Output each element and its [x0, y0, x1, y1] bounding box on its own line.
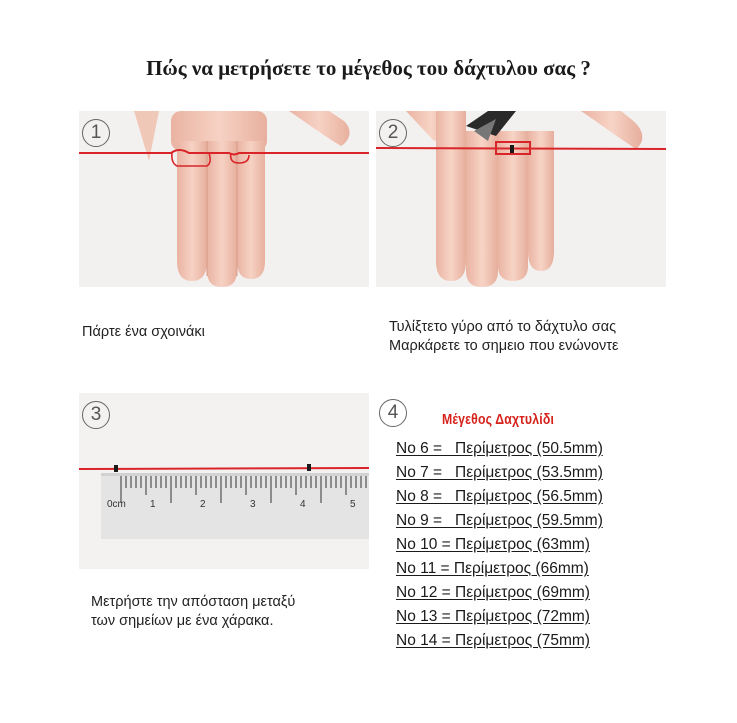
step-2-image	[376, 111, 666, 287]
ring-size-row: No 8 = Περίμετρος (56.5mm)	[396, 488, 603, 505]
step-2-caption-line-2: Μαρκάρετε το σημειο που ενώνοντε	[389, 338, 619, 354]
step-4-number-badge: 4	[379, 399, 407, 427]
ruler-label: 2	[200, 499, 206, 510]
step-3-number-badge: 3	[82, 401, 110, 429]
ring-size-row: No 12 = Περίμετρος (69mm)	[396, 584, 590, 601]
ring-size-row: No 7 = Περίμετρος (53.5mm)	[396, 464, 603, 481]
step-2-caption	[389, 318, 618, 356]
ruler-label: 1	[150, 499, 156, 510]
ruler-label: 0cm	[107, 499, 126, 510]
ruler-label: 4	[300, 499, 306, 510]
step-3-caption-line-1: Μετρήστε την απόσταση μεταξύ	[91, 594, 296, 610]
page-title: Πώς να μετρήσετε το μέγεθος του δάχτυλου σας ?	[146, 56, 591, 80]
ring-size-row: No 10 = Περίμετρος (63mm)	[396, 536, 590, 553]
step-1-caption: Πάρτε ένα σχοινάκι	[82, 324, 205, 340]
ring-size-row: No 6 = Περίμετρος (50.5mm)	[396, 440, 603, 457]
step-1-image	[79, 111, 369, 287]
step-1-number-badge: 1	[82, 119, 110, 147]
step-3-caption-line-2: των σημείων με ένα χάρακα.	[91, 613, 274, 629]
ruler-label: 5	[350, 499, 356, 510]
ring-size-row: No 14 = Περίμετρος (75mm)	[396, 632, 590, 649]
step-3-image	[79, 393, 369, 569]
step-3-caption	[91, 593, 295, 631]
ruler-label: 3	[250, 499, 256, 510]
finger-wrapped-string-illustration	[376, 111, 666, 287]
hand-with-string-illustration	[79, 111, 369, 287]
step-2-number-badge: 2	[379, 119, 407, 147]
ring-size-heading: Μέγεθος Δαχτυλίδι	[442, 411, 555, 428]
ruler-measurement-illustration	[79, 393, 369, 569]
ring-size-row: No 11 = Περίμετρος (66mm)	[396, 560, 589, 577]
ring-size-row: No 13 = Περίμετρος (72mm)	[396, 608, 590, 625]
step-2-caption-line-1: Τυλίξτετο γύρο από το δάχτυλο σας	[389, 319, 617, 335]
ring-size-row: No 9 = Περίμετρος (59.5mm)	[396, 512, 603, 529]
